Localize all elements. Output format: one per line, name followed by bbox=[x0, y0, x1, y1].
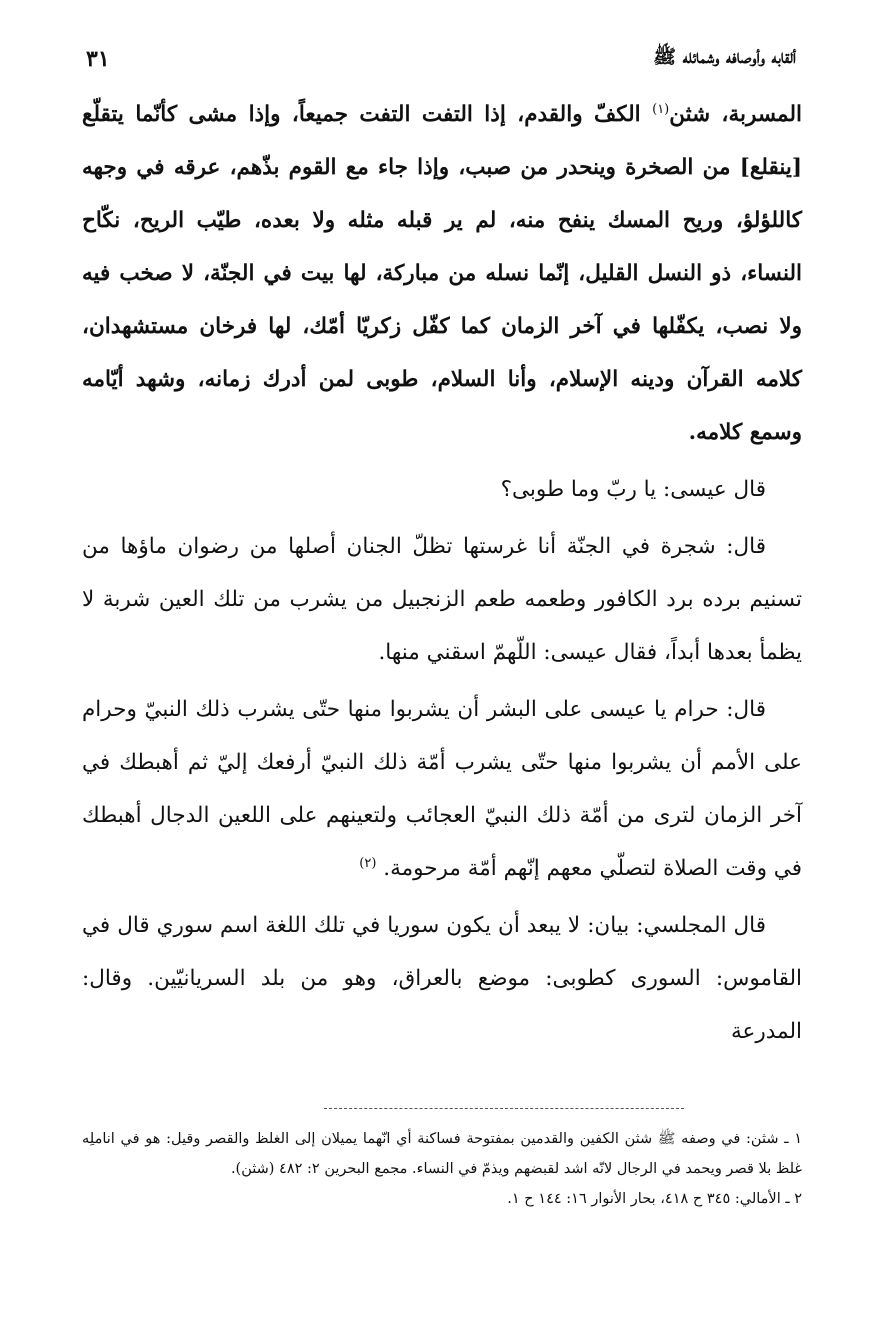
paragraph-4 bbox=[82, 683, 802, 895]
footnote-ref-2: (٢) bbox=[359, 855, 377, 871]
paragraph-1-text-a: المسربة، شثن bbox=[669, 102, 803, 127]
footnote-2: ٢ ـ الأمالي: ٣٤٥ ح ٤١٨، بحار الأنوار ١٦: ١٤٤ ح ١. bbox=[507, 1191, 802, 1207]
paragraph-1 bbox=[82, 88, 802, 459]
paragraph-4-text: قال: حرام يا عيسى على البشر أن يشربوا منها حتّى يشرب ذلك النبيّ وحرام على الأمم أن يشربوا منها حتّى يشرب أمّة ذلك النبيّ أرفعك إليّ ثم أهبطك في آخر الزمان لترى من أمّة ذلك النبيّ العجائب ولتعينهم على اللعين الدجال أهبطك في وقت الصلاة لتصلّي معهم إنّهم أمّة مرحومة. bbox=[82, 697, 802, 881]
footnote-divider bbox=[324, 1108, 684, 1109]
footnote-1: ١ ـ شثن: في وصفه ﷺ شثن الكفين والقدمين بمفتوحة فساكنة أي انّهما يميلان إلى الغلظ والقصر وقيل: هو في اناملِه غلظ بلا قصر ويحمد في الرجال لانّه اشد لقبضهم ويذمّ في النساء. مجمع البحرين ٢: ٤٨٢ (شثن). bbox=[82, 1131, 802, 1177]
paragraph-1-text-b: الكفّ والقدم، إذا التفت التفت جميعاً، وإذا مشى كأنّما يتقلّع [ينقلع] من الصخرة وينحدر من صبب، وإذا جاء مع القوم بذّهم، عرقه في وجهه كاللؤلؤ، وريح المسك ينفح منه، لم ير قبله مثله ولا بعده، طيّب الريح، نكّاح النساء، ذو النسل القليل، إنّما نسله من مباركة، لها بيت في الجنّة، لا صخب فيه ولا نصب، يكفّلها في آخر الزمان كما كفّل زكريّا أمّك، لها فرخان مستشهدان، كلامه القرآن ودينه الإسلام، وأنا السلام، طوبى لمن أدرك زمانه، وشهد أيّامه وسمع كلامه. bbox=[82, 102, 802, 445]
paragraph-3: قال: شجرة في الجنّة أنا غرستها تظلّ الجنان أصلها من رضوان ماؤها من تسنيم برده برد الكافور وطعمه طعم الزنجبيل من يشرب من تلك العين شربة لا يظمأ بعدها أبداً، فقال عيسى: اللّهمّ اسقني منها. bbox=[82, 534, 802, 665]
footnote-ref-1: (١) bbox=[652, 101, 670, 117]
running-title: ألقابه وأوصافه وشمائله ﷺ bbox=[653, 46, 796, 68]
main-text bbox=[82, 88, 802, 1062]
paragraph-5: قال المجلسي: بيان: لا يبعد أن يكون سوريا في تلك اللغة اسم سوري قال في القاموس: السورى كطوبى: موضع بالعراق، وهو من بلد السريانيّين. وقال: المدرعة bbox=[82, 913, 802, 1044]
paragraph-2: قال عيسى: يا ربّ وما طوبى؟ bbox=[500, 477, 766, 502]
footnotes bbox=[82, 1124, 802, 1214]
page-number: ٣١ bbox=[86, 46, 110, 72]
page-header bbox=[86, 44, 796, 74]
